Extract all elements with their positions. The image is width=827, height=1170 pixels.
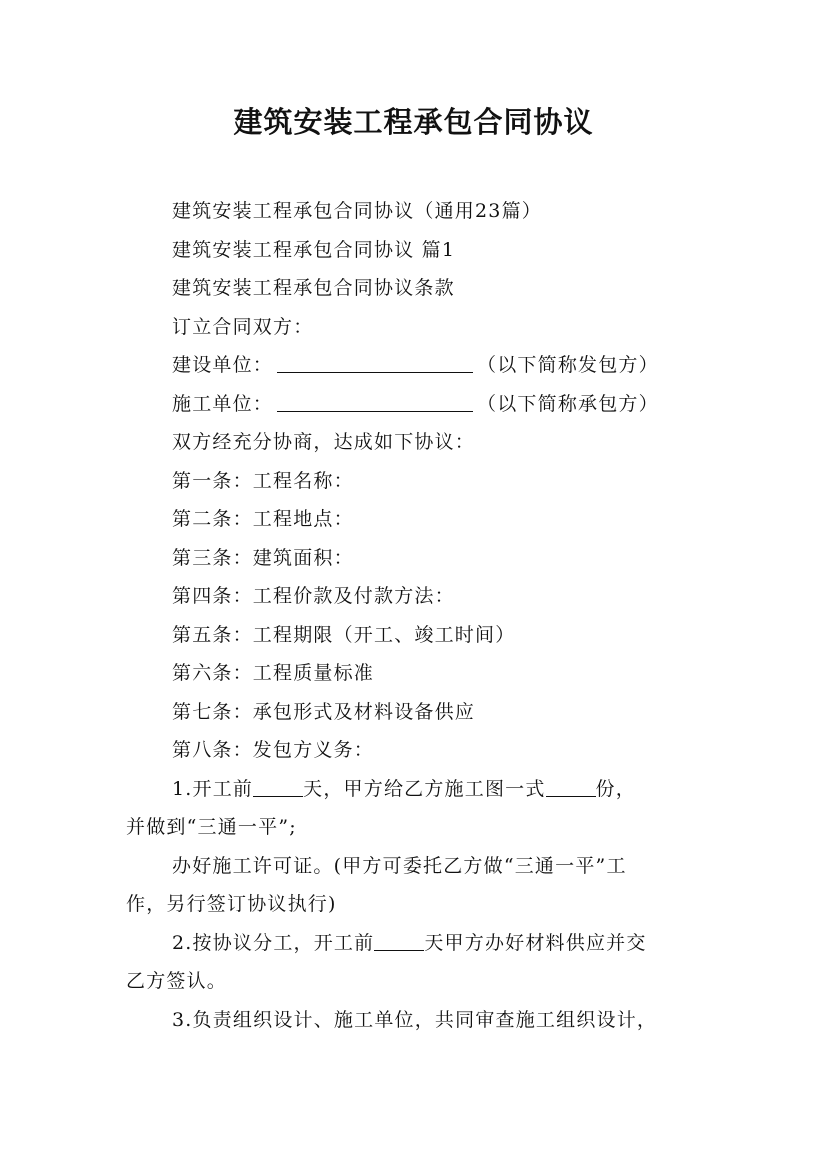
contractor-suffix: （以下简称承包方） <box>477 392 659 415</box>
article-7: 第七条：承包形式及材料设备供应 <box>172 700 476 723</box>
item-1-text-c: 份， <box>595 777 636 800</box>
contractor-line <box>126 385 716 424</box>
item-2-text-b: 天甲方办好材料供应并交 <box>424 931 647 954</box>
document-body <box>126 192 716 1039</box>
part-heading: 建筑安装工程承包合同协议 篇1 <box>172 238 456 261</box>
article-6: 第六条：工程质量标准 <box>172 662 375 684</box>
permit-line-2: 作，另行签订协议执行) <box>126 893 337 915</box>
item-2-continuation: 乙方签认。 <box>126 970 228 992</box>
item-2-blank-days <box>374 932 424 951</box>
subtitle-line: 建筑安装工程承包合同协议（通用23篇） <box>172 200 542 222</box>
employer-suffix: （以下简称发包方） <box>477 354 659 376</box>
item-1-continuation: 并做到“三通一平”; <box>126 816 297 838</box>
item-2-text-a: 2.按协议分工，开工前 <box>172 931 375 954</box>
article-5: 第五条：工程期限（开工、竣工时间） <box>172 623 516 646</box>
document-title: 建筑安装工程承包合同协议 <box>233 105 594 139</box>
agreement-line: 双方经充分协商，达成如下协议： <box>172 431 476 453</box>
item-1-line <box>126 770 716 809</box>
permit-line-1: 办好施工许可证。(甲方可委托乙方做“三通一平”工 <box>172 854 627 877</box>
article-8: 第八条：发包方义务： <box>172 739 375 761</box>
employer-blank <box>277 354 473 373</box>
item-1-blank-days <box>253 778 303 797</box>
item-2-line <box>126 924 716 963</box>
item-1-text-a: 1.开工前 <box>172 777 254 800</box>
employer-label: 建设单位： <box>172 354 274 376</box>
employer-line <box>126 346 716 385</box>
article-1: 第一条：工程名称： <box>172 469 354 492</box>
article-2: 第二条：工程地点： <box>172 508 354 530</box>
item-1-blank-copies <box>546 778 596 797</box>
item-3-line: 3.负责组织设计、施工单位，共同审查施工组织设计， <box>172 1008 658 1031</box>
parties-line: 订立合同双方： <box>172 315 314 338</box>
contractor-label: 施工单位： <box>172 392 274 415</box>
item-1-text-b: 天，甲方给乙方施工图一式 <box>303 777 546 800</box>
contractor-blank <box>277 393 473 412</box>
article-3: 第三条：建筑面积： <box>172 546 354 569</box>
article-4: 第四条：工程价款及付款方法： <box>172 585 455 607</box>
terms-heading: 建筑安装工程承包合同协议条款 <box>172 277 455 299</box>
